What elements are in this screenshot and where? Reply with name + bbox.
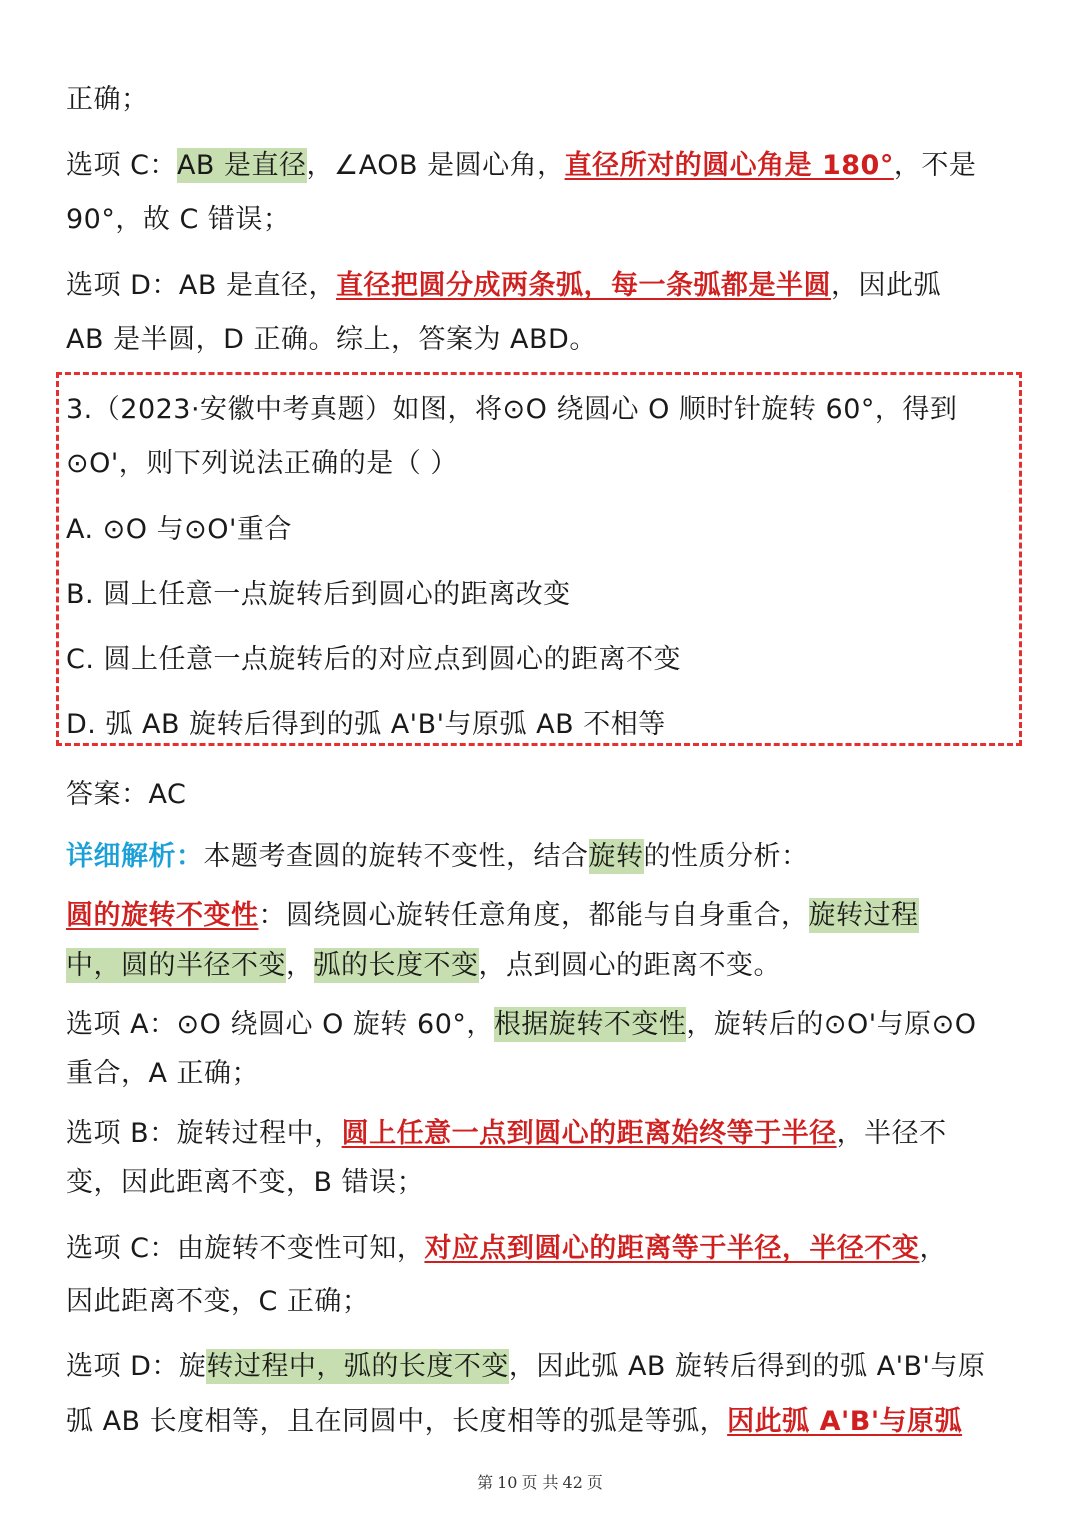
text: C. 圆上任意一点旋转后的对应点到圆心的距离不变 xyxy=(66,644,682,675)
text: ， xyxy=(286,950,314,981)
option-b xyxy=(66,575,571,615)
highlight-text: 旋转 xyxy=(588,841,644,872)
text-line xyxy=(66,1402,962,1442)
text: 3.（2023·安徽中考真题）如图，将⊙O 绕圆心 O 顺时针旋转 60°，得到 xyxy=(66,394,958,425)
text: ⊙O'，则下列说法正确的是（ ） xyxy=(66,448,458,479)
text-line xyxy=(66,896,919,936)
text: 弧 AB 长度相等，且在同圆中，长度相等的弧是等弧， xyxy=(66,1406,728,1437)
analysis-label: 详细解析： xyxy=(66,841,204,872)
text: 选项 C： xyxy=(66,150,177,181)
page-footer xyxy=(0,1470,1080,1493)
text-line xyxy=(66,1005,977,1045)
text: ，点到圆心的距离不变。 xyxy=(478,950,781,981)
emphasis-text: 直径所对的圆心角是 180° xyxy=(564,150,894,181)
highlight-text: 根据旋转不变性 xyxy=(493,1009,687,1040)
text: 选项 D：AB 是直径， xyxy=(66,270,336,301)
text: ，∠AOB 是圆心角， xyxy=(306,150,565,181)
text-line xyxy=(66,1282,369,1322)
text: 的性质分析： xyxy=(643,841,809,872)
text-line xyxy=(66,946,781,986)
highlight-text: 中，圆的半径不变 xyxy=(66,950,286,981)
text-line xyxy=(66,266,941,306)
footer-text: 页 xyxy=(586,1473,603,1492)
text-line xyxy=(66,200,290,240)
text: AB 是半圆，D 正确。综上，答案为 ABD。 xyxy=(66,324,597,355)
question-stem-line xyxy=(66,390,957,430)
text: ，旋转后的⊙O'与原⊙O xyxy=(686,1009,977,1040)
text-line xyxy=(66,320,597,360)
text: ，不是 xyxy=(893,150,977,181)
highlight-text: AB 是直径 xyxy=(176,150,307,181)
text: ，半径不 xyxy=(836,1118,947,1149)
text: 重合，A 正确； xyxy=(66,1058,260,1089)
text-line xyxy=(66,1054,259,1094)
text-line xyxy=(66,1163,424,1203)
text: 选项 C：由旋转不变性可知， xyxy=(66,1233,425,1264)
emphasis-text: 圆上任意一点到圆心的距离始终等于半径 xyxy=(341,1118,837,1149)
option-c xyxy=(66,640,681,680)
text: 答案：AC xyxy=(66,779,187,810)
text: 正确； xyxy=(66,84,149,115)
text: ，因此弧 xyxy=(830,270,941,301)
answer-line xyxy=(66,775,186,815)
text: D. 弧 AB 旋转后得到的弧 A'B'与原弧 AB 不相等 xyxy=(66,709,666,740)
page-number: 10 xyxy=(497,1473,518,1492)
text: 本题考查圆的旋转不变性，结合 xyxy=(203,841,589,872)
total-pages: 42 xyxy=(562,1473,583,1492)
option-d xyxy=(66,705,666,745)
emphasis-text: 对应点到圆心的距离等于半径，半径不变 xyxy=(424,1233,920,1264)
text: 90°，故 C 错误； xyxy=(66,204,291,235)
emphasis-text: 因此弧 A'B'与原弧 xyxy=(727,1406,963,1437)
text: 选项 D：旋 xyxy=(66,1351,207,1382)
question-stem-line xyxy=(66,444,458,484)
text: ，因此弧 AB 旋转后得到的弧 A'B'与原 xyxy=(508,1351,986,1382)
text: A. ⊙O 与⊙O'重合 xyxy=(66,514,292,545)
highlight-text: 旋转过程 xyxy=(808,900,919,931)
footer-text: 页 共 xyxy=(521,1473,559,1492)
emphasis-text: 圆的旋转不变性 xyxy=(66,900,259,931)
text-line xyxy=(66,1229,947,1269)
highlight-text: 转过程中，弧的长度不变 xyxy=(206,1351,509,1382)
emphasis-text: 直径把圆分成两条弧，每一条弧都是半圆 xyxy=(335,270,831,301)
analysis-heading-line xyxy=(66,837,809,877)
footer-text: 第 xyxy=(477,1473,494,1492)
text-line xyxy=(66,80,149,120)
text: 选项 A：⊙O 绕圆心 O 旋转 60°， xyxy=(66,1009,494,1040)
text: 变，因此距离不变，B 错误； xyxy=(66,1167,425,1198)
highlight-text: 弧的长度不变 xyxy=(313,950,479,981)
text-line xyxy=(66,146,976,186)
text: 因此距离不变，C 正确； xyxy=(66,1286,370,1317)
text-line xyxy=(66,1114,947,1154)
text: 选项 B：旋转过程中， xyxy=(66,1118,342,1149)
text: B. 圆上任意一点旋转后到圆心的距离改变 xyxy=(66,579,571,610)
option-a xyxy=(66,510,292,550)
text-line xyxy=(66,1347,985,1387)
text: ：圆绕圆心旋转任意角度，都能与自身重合， xyxy=(258,900,809,931)
text: ， xyxy=(919,1233,947,1264)
